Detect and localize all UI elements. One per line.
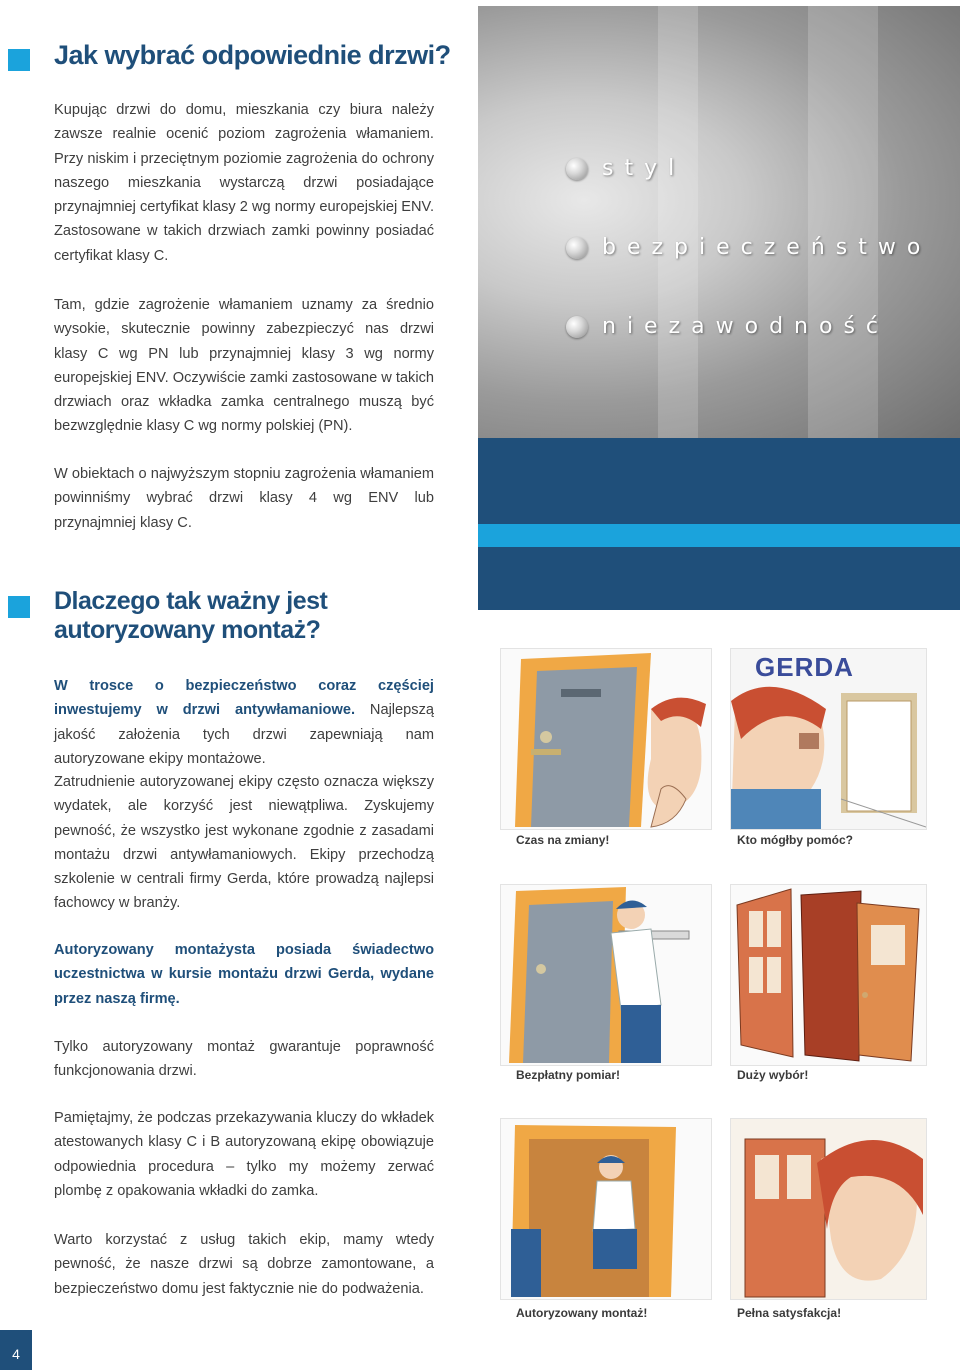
- comic-caption-4: Duży wybór!: [737, 1068, 809, 1082]
- comic-caption-6: Pełna satysfakcja!: [737, 1306, 842, 1320]
- photo-word-row-1: [566, 156, 685, 181]
- section2-paragraph-2: Zatrudnienie autoryzowanej ekipy często oznacza większy wydatek, ale korzyść jest niewątpliwa. Zyskujemy pewność, że wszystko jest wykonane zgodnie z zasadami montażu drzwi antywłamaniowych. Ekipy przechodzą szkolenie w centrali firmy Gerda, które prowadzą najlepsi fachowcy w branży.: [54, 774, 434, 912]
- cyan-band: [478, 524, 960, 547]
- navy-band-bottom: [478, 547, 960, 610]
- photo-word-bezpieczenstwo: bezpieczeństwo: [602, 235, 932, 260]
- bullet-dot-icon: [566, 316, 588, 338]
- comic-caption-2: Kto mógłby pomóc?: [737, 833, 853, 847]
- section2-paragraph-1: [54, 674, 434, 771]
- section1-paragraph-2: Tam, gdzie zagrożenie włamaniem uznamy za średnio wysokie, skutecznie powinny zabezpieczyć nas drzwi klasy C wg PN lub przynajmniej klasy 3 wg normy europejskiej ENV. Oczywiście zamki zastosowane w takich drzwiach oraz wkładka zamka centralnego muszą być bezwzględnie klasy C wg normy polskiej (PN).: [54, 297, 434, 435]
- bullet-dot-icon: [566, 237, 588, 259]
- section1-paragraph-3: W obiektach o najwyższym stopniu zagrożenia włamaniem powinniśmy wybrać drzwi klasy 4 wg ENV lub przynajmniej klasy C.: [54, 466, 434, 531]
- section2-paragraph-1-rest: Najlepszą jakość założenia tych drzwi zapewniają nam autoryzowane ekipy montażowe.: [54, 702, 434, 767]
- photo-word-row-2: [566, 235, 931, 260]
- bullet-dot-icon: [566, 158, 588, 180]
- section1-paragraph-1: Kupując drzwi do domu, mieszkania czy biura należy zawsze realnie ocenić poziom zagrożenia włamaniem. Przy niskim i przeciętnym poziomie zagrożenia do ochrony naszego mieszkania wystarczą drzwi posiadające przynajmniej certyfikat klasy 2 wg normy europejskiej ENV. Zastosowane w takich drzwiach zamki powinny posiadać certyfikat klasy C.: [54, 102, 434, 264]
- section2-paragraph-1-lead: W trosce o bezpieczeństwo coraz częściej inwestujemy w drzwi antywłamaniowe.: [54, 678, 434, 719]
- comic-panel-4: [730, 884, 927, 1066]
- gerda-logo: GERDA: [755, 652, 854, 682]
- section-marker-2: [8, 596, 30, 618]
- section-marker-1: [8, 49, 30, 71]
- comic-caption-5: Autoryzowany montaż!: [516, 1306, 648, 1320]
- section2-paragraph-6: Warto korzystać z usług takich ekip, mamy wtedy pewność, że nasze drzwi są dobrze zamontowane, a bezpieczeństwo domu jest faktycznie nie do podważenia.: [54, 1232, 434, 1297]
- comic-panel-5: [500, 1118, 712, 1300]
- section-title-2: Dlaczego tak ważny jest autoryzowany montaż?: [54, 587, 328, 644]
- photo-word-niezawodnosc: niezawodność: [602, 314, 889, 339]
- comic-caption-1: Czas na zmiany!: [516, 833, 610, 847]
- comic-panel-1: [500, 648, 712, 830]
- section2-paragraph-3: [54, 938, 434, 1011]
- comic-panel-3: [500, 884, 712, 1066]
- hero-photo: [478, 6, 960, 438]
- comic-caption-3: Bezpłatny pomiar!: [516, 1068, 621, 1082]
- section2-paragraph-4: Tylko autoryzowany montaż gwarantuje poprawność funkcjonowania drzwi.: [54, 1039, 434, 1080]
- navy-band-top: [478, 438, 960, 524]
- photo-word-styl: styl: [602, 156, 686, 181]
- section2-paragraph-3-bold: Autoryzowany montażysta posiada świadectwo uczestnictwa w kursie montażu drzwi Gerda, wydane przez naszą firmę.: [54, 942, 434, 1007]
- comic-panel-2: [730, 648, 927, 830]
- section-title-1: Jak wybrać odpowiednie drzwi?: [54, 40, 451, 70]
- page-number: [0, 1330, 32, 1370]
- section2-paragraph-5: Pamiętajmy, że podczas przekazywania kluczy do wkładek atestowanych klasy C i B autoryzowaną ekipę obowiązuje odpowiednia procedura – tylko my możemy zerwać plombę z opakowania wkładki do zamka.: [54, 1110, 434, 1199]
- comic-panel-6: [730, 1118, 927, 1300]
- page-number-label: 4: [12, 1346, 20, 1362]
- photo-word-row-3: [566, 314, 889, 339]
